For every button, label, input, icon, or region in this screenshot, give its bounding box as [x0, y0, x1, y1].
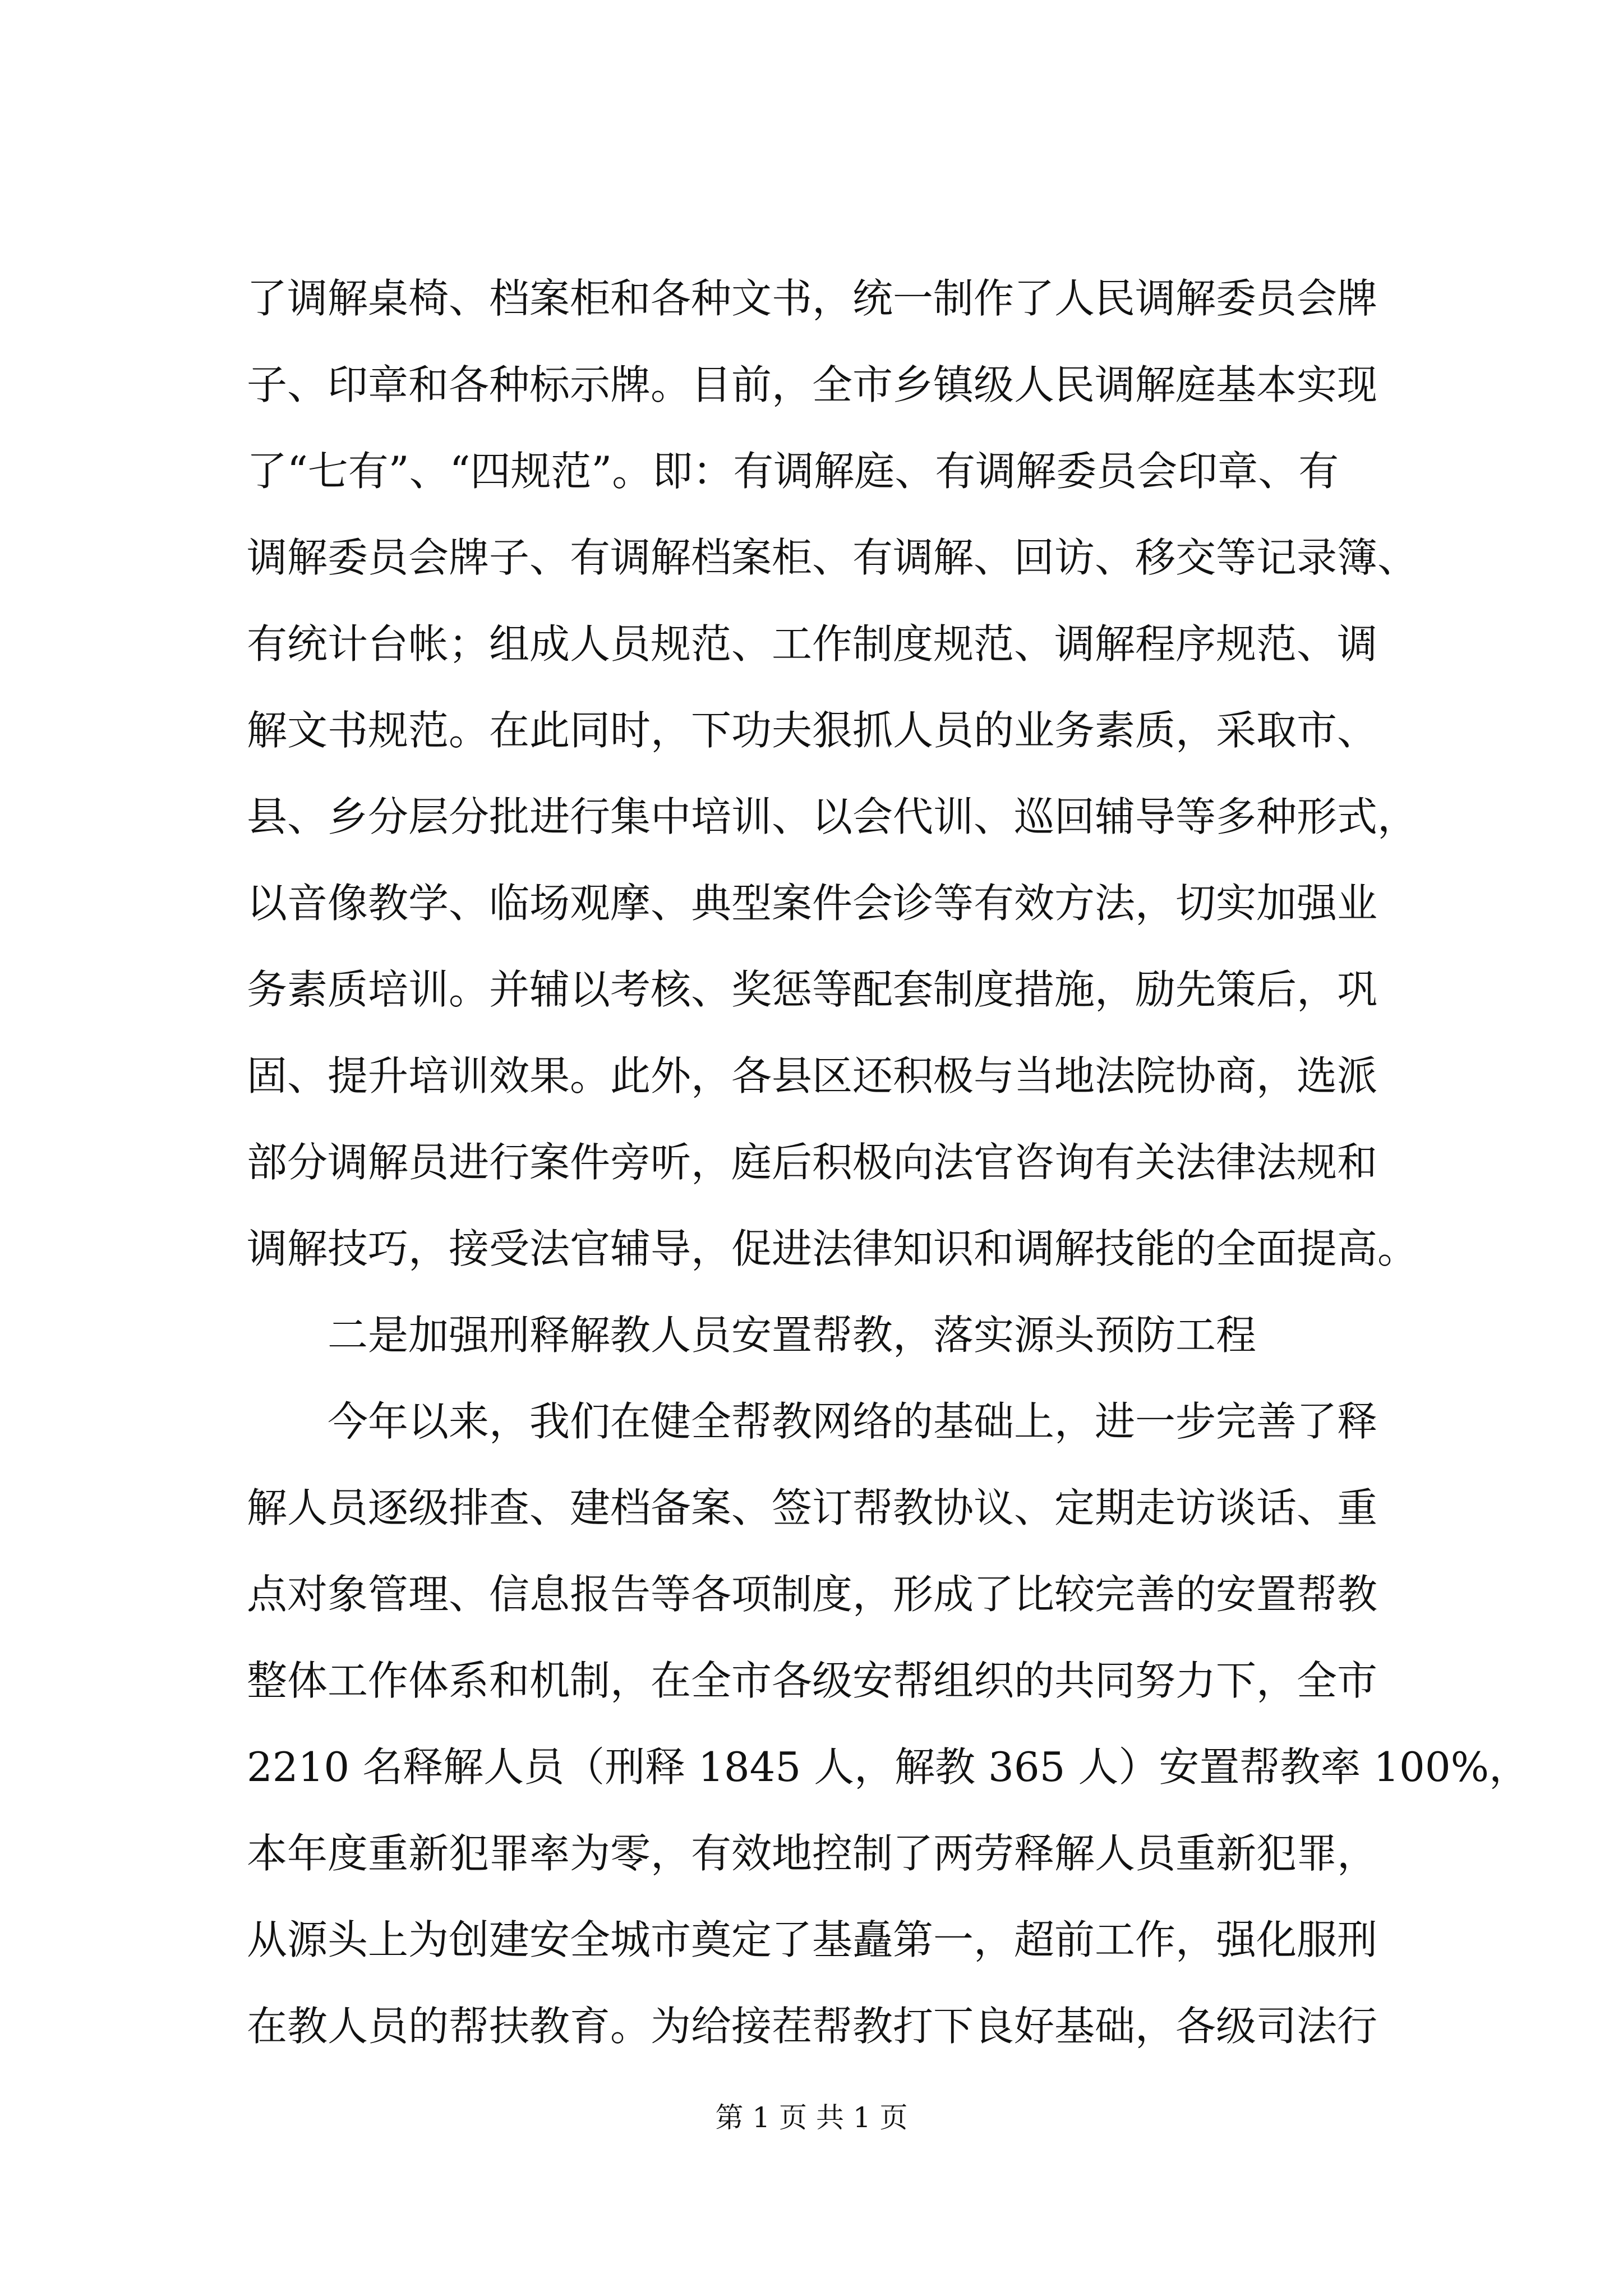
text-line: 从源头上为创建安全城市奠定了基矗第一，超前工作，强化服刑	[247, 1916, 1378, 1963]
text-line: 固、提升培训效果。此外，各县区还积极与当地法院协商，选派	[247, 1052, 1378, 1099]
text-line: 子、印章和各种标示牌。目前，全市乡镇级人民调解庭基本实现	[247, 361, 1378, 408]
body-text	[247, 255, 1530, 2069]
text-line: 本年度重新犯罪率为零，有效地控制了两劳释解人员重新犯罪，	[247, 1830, 1378, 1877]
text-line: 有统计台帐；组成人员规范、工作制度规范、调解程序规范、调	[247, 620, 1378, 668]
text-line: 了“七有”、“四规范”。即：有调解庭、有调解委员会印章、有	[247, 448, 1339, 495]
text-line: 点对象管理、信息报告等各项制度，形成了比较完善的安置帮教	[247, 1571, 1378, 1618]
text-line: 调解技巧，接受法官辅导，促进法律知识和调解技能的全面提高。	[247, 1225, 1418, 1272]
section-heading: 二是加强刑释解教人员安置帮教，落实源头预防工程	[328, 1312, 1257, 1359]
text-line: 整体工作体系和机制，在全市各级安帮组织的共同努力下，全市	[247, 1657, 1378, 1704]
text-line: 了调解桌椅、档案柜和各种文书，统一制作了人民调解委员会牌	[247, 275, 1378, 322]
paragraph-first-line: 今年以来，我们在健全帮教网络的基础上，进一步完善了释	[328, 1398, 1378, 1445]
text-line: 部分调解员进行案件旁听，庭后积极向法官咨询有关法律法规和	[247, 1139, 1378, 1186]
text-line: 解人员逐级排查、建档备案、签订帮教协议、定期走访谈话、重	[247, 1484, 1378, 1531]
text-line: 务素质培训。并辅以考核、奖惩等配套制度措施，励先策后，巩	[247, 966, 1378, 1013]
text-line: 在教人员的帮扶教育。为给接茬帮教打下良好基础，各级司法行	[247, 2003, 1378, 2050]
text-line: 以音像教学、临场观摩、典型案件会诊等有效方法，切实加强业	[247, 880, 1378, 927]
page-number-footer: 第 1 页 共 1 页	[715, 2101, 908, 2134]
text-line: 2210 名释解人员（刑释 1845 人，解教 365 人）安置帮教率 100%，	[247, 1743, 1530, 1791]
text-line: 调解委员会牌子、有调解档案柜、有调解、回访、移交等记录簿、	[247, 534, 1418, 581]
text-line: 解文书规范。在此同时，下功夫狠抓人员的业务素质，采取市、	[247, 707, 1378, 754]
text-line: 县、乡分层分批进行集中培训、以会代训、巡回辅导等多种形式，	[247, 793, 1418, 840]
